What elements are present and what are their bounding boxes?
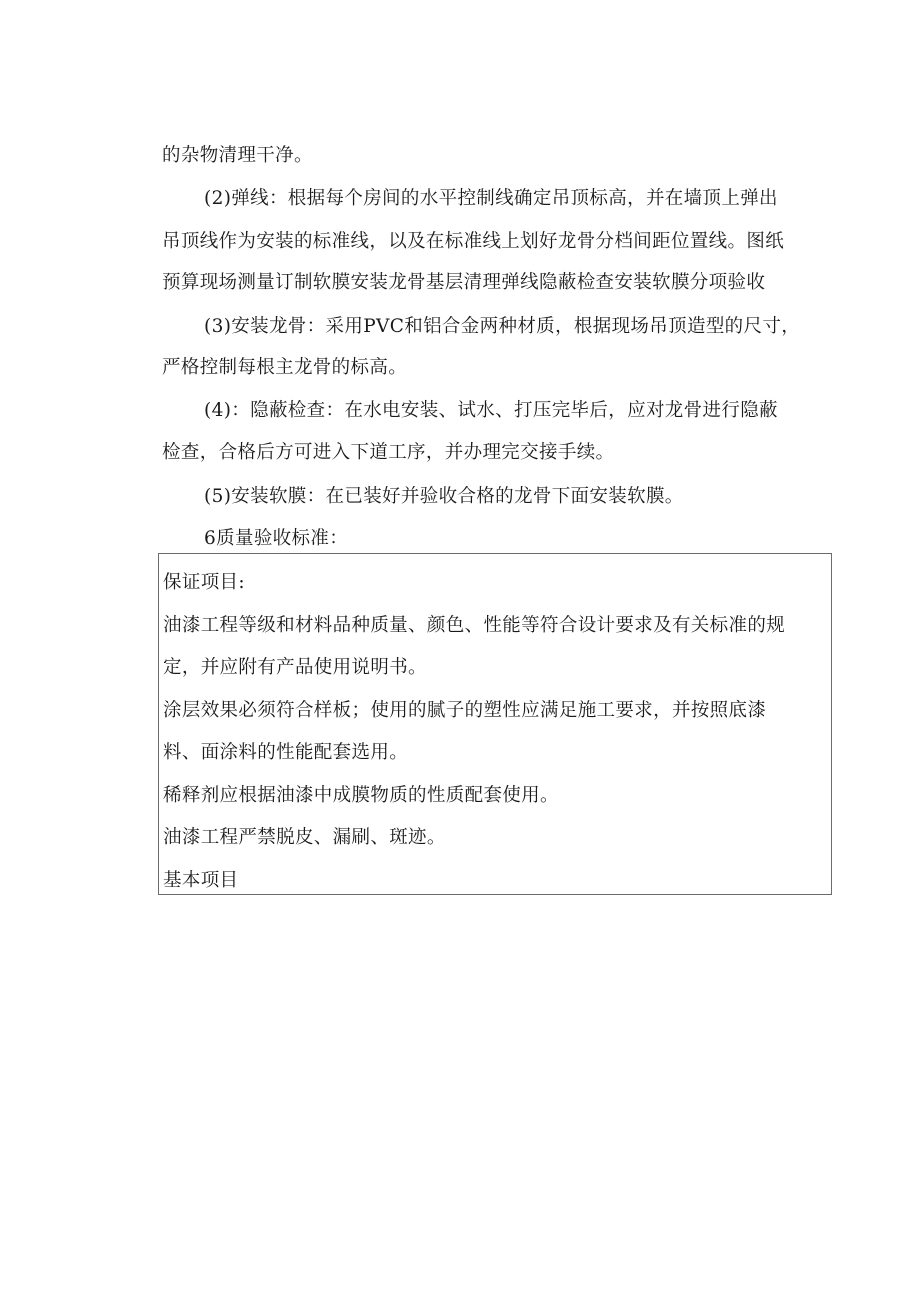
paragraph-line: 严格控制每根主龙骨的标高。 xyxy=(162,357,408,378)
paragraph-line: 的杂物清理干净。 xyxy=(162,145,313,166)
paragraph-line: (3)安装龙骨：采用PVC和铝合金两种材质，根据现场吊顶造型的尺寸， xyxy=(204,316,801,337)
table-line: 定，并应附有产品使用说明书。 xyxy=(163,657,427,678)
paragraph-line: 预算现场测量订制软膜安装龙骨基层清理弹线隐蔽检查安装软膜分项验收 xyxy=(162,272,766,293)
table-line: 基本项目 xyxy=(163,870,239,891)
paragraph-line: 吊顶线作为安装的标准线，以及在标准线上划好龙骨分档间距位置线。图纸 xyxy=(162,231,785,252)
paragraph-line: (2)弹线：根据每个房间的水平控制线确定吊顶标高，并在墙顶上弹出 xyxy=(204,188,778,209)
quality-standards-table xyxy=(158,553,832,895)
section-heading: 6质量验收标准： xyxy=(204,528,349,549)
table-line: 油漆工程严禁脱皮、漏刷、斑迹。 xyxy=(163,827,446,848)
table-line: 稀释剂应根据油漆中成膜物质的性质配套使用。 xyxy=(163,785,559,806)
paragraph-line: 检查，合格后方可进入下道工序，并办理完交接手续。 xyxy=(162,442,615,463)
paragraph-line: (5)安装软膜：在已装好并验收合格的龙骨下面安装软膜。 xyxy=(204,486,684,507)
table-line: 料、面涂料的性能配套选用。 xyxy=(163,742,409,763)
table-line: 涂层效果必须符合样板；使用的腻子的塑性应满足施工要求，并按照底漆 xyxy=(163,700,767,721)
paragraph-line: (4)：隐蔽检查：在水电安装、试水、打压完毕后，应对龙骨进行隐蔽 xyxy=(204,400,778,421)
table-line: 油漆工程等级和材料品种质量、颜色、性能等符合设计要求及有关标准的规 xyxy=(163,615,786,636)
table-line: 保证项目: xyxy=(163,572,245,593)
